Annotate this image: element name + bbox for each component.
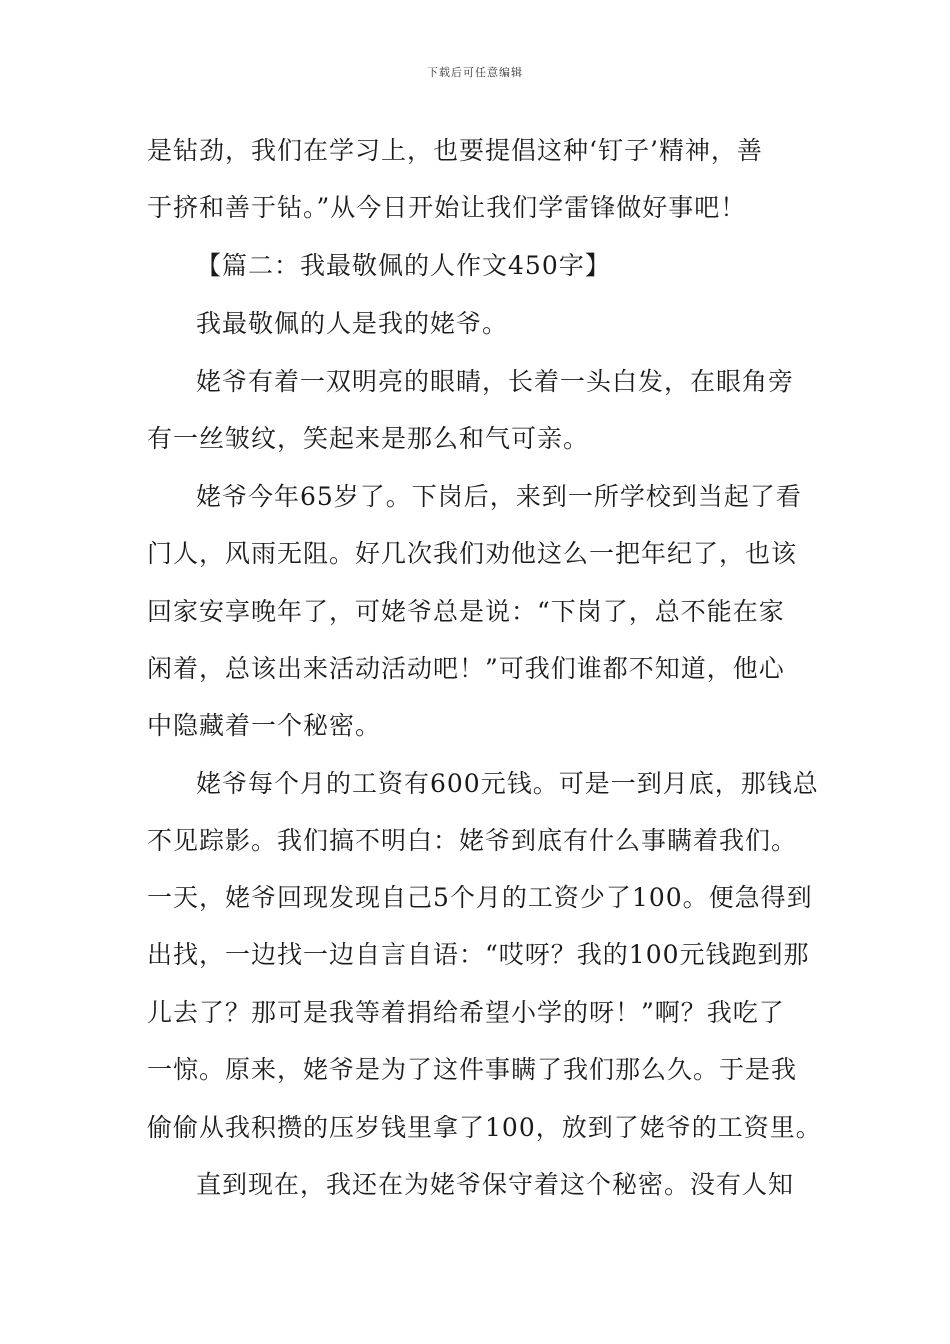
text-line: 姥爷有着一双明亮的眼睛，长着一头白发，在眼角旁 xyxy=(196,367,795,396)
text-line: 一天，姥爷回现发现自己5个月的工资少了100。便急得到 xyxy=(147,883,813,912)
text-line: 门人，风雨无阻。好几次我们劝他这么一把年纪了，也该 xyxy=(147,539,798,568)
text-line: 回家安享晚年了，可姥爷总是说：“下岗了，总不能在家 xyxy=(147,597,785,626)
text-line: 不见踪影。我们搞不明白：姥爷到底有什么事瞒着我们。 xyxy=(147,826,798,855)
text-line: 有一丝皱纹，笑起来是那么和气可亲。 xyxy=(147,424,590,453)
text-line: 儿去了？那可是我等着捐给希望小学的呀！”啊？我吃了 xyxy=(147,998,785,1027)
text-line: 一惊。原来，姥爷是为了这件事瞒了我们那么久。于是我 xyxy=(147,1055,798,1084)
page-header: 下载后可任意编辑 xyxy=(427,66,523,79)
text-line: 姥爷每个月的工资有600元钱。可是一到月底，那钱总 xyxy=(196,769,819,798)
text-line: 直到现在，我还在为姥爷保守着这个秘密。没有人知 xyxy=(196,1170,795,1199)
text-line: 偷偷从我积攒的压岁钱里拿了100，放到了姥爷的工资里。 xyxy=(147,1113,822,1142)
text-line: 闲着，总该出来活动活动吧！”可我们谁都不知道，他心 xyxy=(147,654,785,683)
text-line: 姥爷今年65岁了。下岗后，来到一所学校到当起了看 xyxy=(196,482,802,511)
section-title: 【篇二：我最敬佩的人作文450字】 xyxy=(196,251,611,280)
text-line: 于挤和善于钻。”从今日开始让我们学雷锋做好事吧！ xyxy=(147,193,747,222)
text-line: 是钻劲，我们在学习上，也要提倡这种‘钉子’精神，善 xyxy=(147,136,763,165)
text-line: 我最敬佩的人是我的姥爷。 xyxy=(196,309,509,338)
text-line: 出找，一边找一边自言自语：“哎呀？我的100元钱跑到那 xyxy=(147,940,810,969)
text-line: 中隐藏着一个秘密。 xyxy=(147,711,382,740)
